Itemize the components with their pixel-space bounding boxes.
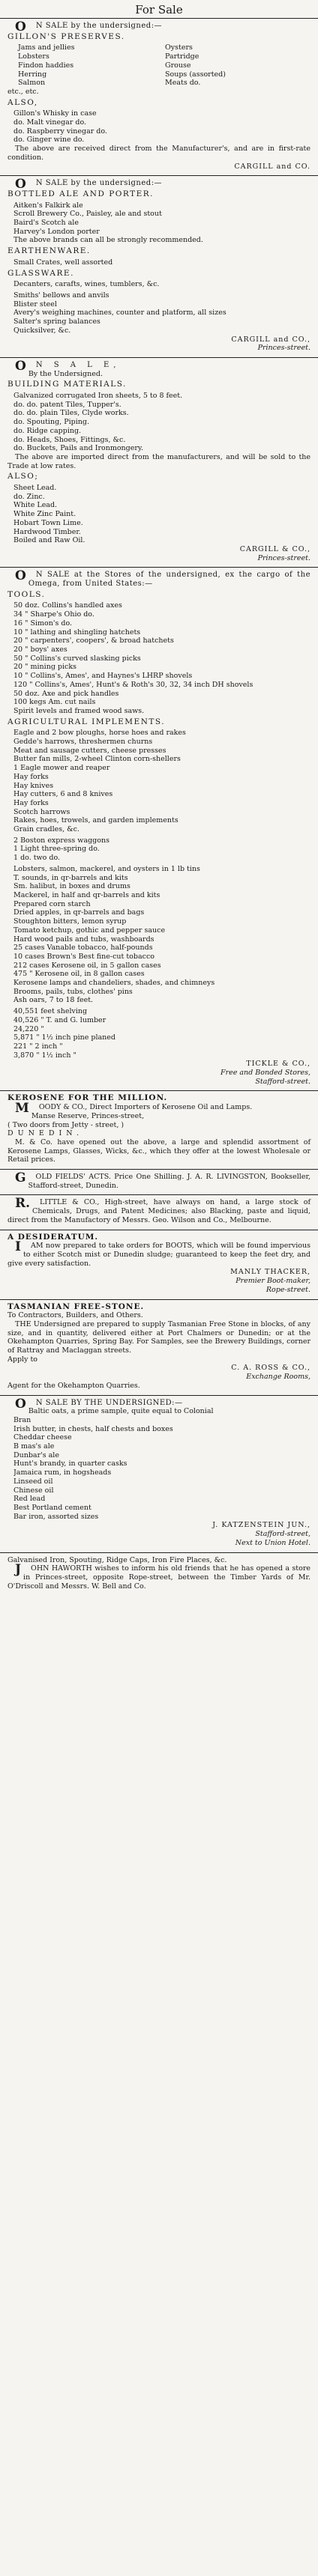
product-item: Lobsters — [18, 52, 50, 61]
list-item: Smiths' bellows and anvils — [14, 291, 110, 300]
list-item: Baird's Scotch ale — [14, 219, 79, 228]
advert-body: The above are received direct from the Manufacturer's, and are in first-rate condition. — [8, 145, 310, 162]
product-item: Salmon — [18, 79, 46, 88]
signature-address: Princes-street. — [257, 344, 310, 353]
signature: CARGILL and CO., — [231, 335, 310, 344]
advert-katzenstein — [0, 1396, 318, 1553]
materials-list — [8, 392, 310, 453]
signature-address: Free and Bonded Stores, — [220, 1069, 310, 1078]
list-item: Avery's weighing machines, counter and platform, all sizes — [14, 309, 226, 318]
list-item: Prepared corn starch — [14, 899, 91, 908]
list-item: Hobart Town Lime. — [14, 518, 83, 527]
etc-line: etc., etc. — [8, 87, 39, 96]
advert-lead: N SALE by the undersigned:— — [35, 22, 163, 30]
address-line: ( Two doors from Jetty - street, ) — [8, 1120, 124, 1129]
advert-body: THE Undersigned are prepared to supply Tasmanian Free Stone in blocks, of any size, and in quantity, delivered either at Port Chalmers or Dunedin; or at the Okehampton Quarries, Spring Bay. For Samples, see the Brewery Buildings, corner of Rattray and Maclaggan streets. — [8, 1319, 310, 1355]
list-item: 5,871 " 1½ inch pine planed — [14, 1033, 116, 1042]
drop-cap: O — [15, 19, 26, 34]
list-item: Salter's spring balances — [14, 318, 100, 326]
drop-cap: O — [15, 177, 26, 192]
advert-lead: OODY & CO., Direct Importers of Kerosene Oil and Lamps. — [38, 1103, 253, 1112]
product-grid — [8, 43, 310, 88]
apply-line: Apply to — [8, 1355, 38, 1364]
city-line: DUNEDIN. — [8, 1129, 83, 1138]
section-heading: AGRICULTURAL IMPLEMENTS. — [8, 717, 166, 726]
list-item: Butter fan mills, 2-wheel Clinton corn-shellers — [14, 755, 181, 764]
list-item: Spirit levels and framed wood saws. — [14, 706, 145, 715]
advert-haworth — [0, 1553, 318, 1596]
list-item: do. Heads, Shoes, Fittings, &c. — [14, 435, 126, 444]
drop-cap: M — [15, 1101, 29, 1117]
list-item: Meat and sausage cutters, cheese presses — [14, 746, 166, 755]
list-item: 10 " Collins's, Ames', and Haynes's LHRP shovels — [14, 672, 193, 681]
advert-omega-cargo — [0, 568, 318, 1091]
list-item: Gedde's harrows, threshermen churns — [14, 738, 153, 747]
list-item: do. Ginger wine do. — [14, 136, 85, 145]
advert-body: The above are imported direct from the manufacturers, and will be sold to the Trade at low rates. — [8, 452, 310, 470]
list-item: 1 do. two do. — [14, 854, 61, 863]
signature: CARGILL & CO., — [239, 544, 310, 553]
list-item: 10 cases Brown's Best fine-cut tobacco — [14, 952, 155, 961]
list-item: White Zinc Paint. — [14, 510, 76, 519]
list-item: do. do. plain Tiles, Clyde works. — [14, 409, 129, 418]
drop-cap: O — [15, 358, 26, 374]
advert-body: M. & Co. have opened out the above, a large and splendid assortment of Kerosene Lamps, Glasses, Wicks, &c., which they offer at the lowest Wholesale or Retail prices. — [8, 1137, 310, 1164]
product-item: Grouse — [165, 61, 191, 70]
also-list — [8, 484, 310, 545]
list-item: Galvanized corrugated Iron sheets, 5 to 8 feet. — [14, 392, 183, 401]
signature: C. A. ROSS & CO., — [231, 1364, 310, 1373]
list-item: 120 " Collins's, Ames', Hunt's & Roth's 30, 32, 34 inch DH shovels — [14, 680, 254, 689]
list-item: Sheet Lead. — [14, 484, 57, 493]
list-item: Hay forks — [14, 798, 49, 807]
list-item: 10 " lathing and shingling hatchets — [14, 628, 141, 637]
product-item: Soups (assorted) — [165, 70, 226, 79]
list-item: 100 kegs Am. cut nails — [14, 698, 96, 707]
list-item: Irish butter, in chests, half chests and boxes — [14, 1424, 173, 1433]
list-item: Mackerel, in half and qr-barrels and kits — [14, 890, 160, 899]
section-heading: BOTTLED ALE AND PORTER. — [8, 189, 154, 198]
list-item: The above brands can all be strongly recommended. — [14, 236, 203, 245]
advert-title: TASMANIAN FREE-STONE. — [8, 1301, 145, 1311]
product-item: Partridge — [165, 52, 200, 61]
list-item: 40,551 feet shelving — [14, 1007, 88, 1016]
product-item: Jams and jellies — [18, 43, 75, 52]
advert-tasmanian-freestone — [0, 1300, 318, 1396]
also-heading: ALSO, — [8, 97, 38, 107]
list-item: 1 Light three-spring do. — [14, 845, 100, 854]
signature-address: Exchange Rooms, — [246, 1373, 310, 1382]
list-item: Dunbar's ale — [14, 1450, 59, 1459]
advert-lead: LITTLE & CO., High-street, have always on hand, a large stock of Chemicals, Drugs, and Patent Medicines; also Blacking, paste and liquid, direct from the Manufactory of Messrs. Geo. Wilson and Co., Melbourne. — [8, 1198, 310, 1224]
list-item: 20 " boys' axes — [14, 645, 68, 654]
list-item: Ash oars, 7 to 18 feet. — [14, 996, 94, 1005]
list-item: Bar iron, assorted sizes — [14, 1512, 99, 1521]
advert-lead: N SALE BY THE UNDERSIGNED:— — [35, 1398, 183, 1407]
advert-lead: OLD FIELDS' ACTS. Price One Shilling. J. A. R. LIVINGSTON, Bookseller, Stafford-street, Dunedin. — [28, 1173, 310, 1190]
list-item: 50 doz. Axe and pick handles — [14, 689, 119, 698]
by-line: By the Undersigned. — [28, 369, 103, 378]
list-item: Scroll Brewery Co., Paisley, ale and stout — [14, 210, 162, 219]
list-item: Best Portland cement — [14, 1503, 92, 1512]
section-heading: BUILDING MATERIALS. — [8, 380, 127, 389]
list-item: Hunt's brandy, in quarter casks — [14, 1459, 128, 1468]
advert-desideratum — [0, 1230, 318, 1300]
list-item: 475 " Kerosene oil, in 8 gallon cases — [14, 970, 145, 979]
list-item: Sm. halibut, in boxes and drums — [14, 882, 130, 891]
product-item: Findon haddies — [18, 61, 74, 70]
list-item: Boiled and Raw Oil. — [14, 536, 86, 545]
list-item: Blister steel — [14, 300, 57, 309]
list-item: Hard wood pails and tubs, washboards — [14, 935, 154, 944]
advert-gold-fields-acts — [0, 1170, 318, 1195]
earthenware-list — [8, 258, 310, 267]
list-item: 50 " Collins's curved slasking picks — [14, 654, 141, 663]
list-item: Tomato ketchup, gothic and pepper sauce — [14, 926, 166, 935]
list-item: do. Zinc. — [14, 492, 45, 501]
drop-cap: O — [15, 568, 26, 584]
list-item: 20 " mining picks — [14, 663, 76, 672]
list-item: Brooms, pails, tubs, clothes' pins — [14, 987, 133, 996]
carriage-list — [8, 836, 310, 863]
list-item: 20 " carpenters', coopers', & broad hatchets — [14, 637, 174, 645]
list-item: do. Raspberry vinegar do. — [14, 127, 107, 136]
list-item: 221 " 2 inch " — [14, 1042, 63, 1051]
advert-kerosene — [0, 1091, 318, 1170]
list-item: B mas's ale — [14, 1442, 55, 1451]
brand-heading: GILLON'S PRESERVES. — [8, 31, 125, 41]
list-item: Hay knives — [14, 781, 54, 790]
list-item: White Lead. — [14, 501, 58, 510]
list-item: Jamaica rum, in hogsheads — [14, 1468, 112, 1477]
list-item: 40,526 " T. and G. lumber — [14, 1015, 106, 1024]
product-item: Oysters — [165, 43, 193, 52]
list-item: 1 Eagle mower and reaper — [14, 764, 110, 773]
section-heading: GLASSWARE. — [8, 268, 74, 278]
signature-title: Premier Boot-maker, — [236, 1277, 310, 1286]
list-item: Harvey's London porter — [14, 227, 100, 236]
list-item: Eagle and 2 bow ploughs, horse hoes and rakes — [14, 729, 186, 738]
list-item: 3,870 " 1½ inch " — [14, 1051, 76, 1060]
signature: TICKLE & CO., — [246, 1060, 310, 1069]
list-item: do. Spouting, Piping. — [14, 418, 89, 427]
agent-line: Agent for the Okehampton Quarries. — [8, 1381, 140, 1390]
ale-list — [8, 201, 310, 246]
list-item: Gillon's Whisky in case — [14, 109, 97, 118]
list-item: Aitken's Falkirk ale — [14, 201, 83, 210]
signature: CARGILL and CO. — [234, 162, 310, 171]
drop-cap: O — [15, 1396, 26, 1412]
hardware-list — [8, 291, 310, 335]
signature-address: Stafford-street, — [255, 1530, 310, 1539]
advert-lead: N S A L E, — [35, 360, 121, 369]
signature: J. KATZENSTEIN JUN., — [212, 1521, 310, 1530]
signature-address: Rope-street. — [266, 1285, 310, 1294]
advert-gillons-preserves — [0, 19, 318, 176]
list-item: 2 Boston express waggons — [14, 836, 110, 845]
also-heading: ALSO; — [8, 472, 39, 482]
section-heading: TOOLS. — [8, 589, 46, 599]
product-item: Meats do. — [165, 79, 201, 88]
page-heading: For Sale — [0, 0, 318, 19]
list-item: Bran — [14, 1415, 32, 1424]
advert-lead: N SALE at the Stores of the undersigned, ex the cargo of the Omega, from United States:— — [28, 571, 310, 589]
drop-cap: I — [15, 1239, 21, 1255]
list-item: do. Buckets, Pails and Ironmongery. — [14, 444, 144, 453]
advert-little-co — [0, 1195, 318, 1230]
list-item: Chinese oil — [14, 1486, 54, 1495]
list-item: Small Crates, well assorted — [14, 258, 113, 267]
section-heading: EARTHENWARE. — [8, 246, 91, 256]
list-item: do. Ridge capping. — [14, 426, 82, 435]
list-item: 25 cases Vanable tobacco, half-pounds — [14, 944, 153, 953]
list-item: Quicksilver, &c. — [14, 326, 71, 335]
advert-title: KEROSENE FOR THE MILLION. — [8, 1093, 168, 1103]
provisions-list — [8, 865, 310, 1005]
list-item: Baltic oats, a prime sample, quite equal to Colonial — [28, 1407, 214, 1416]
list-item: Red lead — [14, 1495, 46, 1504]
advert-bottled-ale — [0, 176, 318, 358]
goods-list — [8, 1407, 310, 1521]
advert-building-materials — [0, 358, 318, 568]
list-item: Linseed oil — [14, 1477, 53, 1486]
implements-list — [8, 729, 310, 833]
signature-address: Princes-street. — [257, 553, 310, 562]
also-list — [8, 109, 310, 145]
list-item: Kerosene lamps and chandeliers, shades, and chimneys — [14, 979, 215, 988]
drop-cap: J — [15, 1562, 22, 1578]
list-item: Hay forks — [14, 772, 49, 781]
list-item: Scotch harrows — [14, 807, 70, 816]
advert-lead: OHN HAWORTH wishes to inform his old friends that he has opened a store in Princes-street, opposite Rope-street, between the Timber Yards of Mr. O'Driscoll and Messrs. W. Bell and Co. — [8, 1564, 310, 1591]
signature: MANLY THACKER, — [230, 1268, 310, 1277]
list-item: 50 doz. Collins's handled axes — [14, 601, 122, 610]
list-item: Stoughton bitters, lemon syrup — [14, 917, 127, 926]
list-item: do. do. patent Tiles, Tupper's. — [14, 400, 122, 409]
list-item: Rakes, hoes, trowels, and garden implements — [14, 816, 178, 825]
list-item: Hay cutters, 6 and 8 knives — [14, 790, 113, 799]
list-item: T. sounds, in qr-barrels and kits — [14, 873, 128, 882]
glassware-list — [8, 280, 310, 289]
advert-lead: AM now prepared to take orders for BOOTS, which will be found impervious to either Scotch mist or Dunedin sludge; guaranteed to keep the feet dry, and give every satisfaction. — [8, 1242, 310, 1268]
list-item: Cheddar cheese — [14, 1433, 72, 1442]
list-item: 34 " Sharpe's Ohio do. — [14, 610, 94, 619]
advert-title: Galvanised Iron, Spouting, Ridge Caps, Iron Fire Places, &c. — [8, 1555, 227, 1564]
list-item: 16 " Simon's do. — [14, 619, 73, 628]
list-item: Dried apples, in qr-barrels and bags — [14, 908, 145, 917]
signature-address: Stafford-street. — [255, 1077, 310, 1086]
drop-cap: R. — [15, 1196, 31, 1212]
list-item: Decanters, carafts, wines, tumblers, &c. — [14, 280, 160, 289]
list-item: Grain cradles, &c. — [14, 825, 80, 834]
timber-list — [8, 1007, 310, 1060]
list-item: do. Malt vinegar do. — [14, 118, 87, 127]
list-item: 212 cases Kerosene oil, in 5 gallon cases — [14, 961, 161, 970]
list-item: Lobsters, salmon, mackerel, and oysters in 1 lb tins — [14, 864, 200, 873]
tools-list — [8, 601, 310, 715]
address-line: Manse Reserve, Princes-street, — [31, 1111, 145, 1120]
advert-title: A DESIDERATUM. — [8, 1232, 99, 1242]
advert-subtitle: To Contractors, Builders, and Others. — [8, 1311, 143, 1320]
signature-address: Next to Union Hotel. — [235, 1538, 310, 1547]
advert-lead: N SALE by the undersigned:— — [35, 179, 163, 188]
product-item: Herring — [18, 70, 47, 79]
list-item: Hardwood Timber. — [14, 527, 81, 536]
drop-cap: G — [15, 1170, 26, 1186]
list-item: 24,220 " — [14, 1024, 44, 1033]
